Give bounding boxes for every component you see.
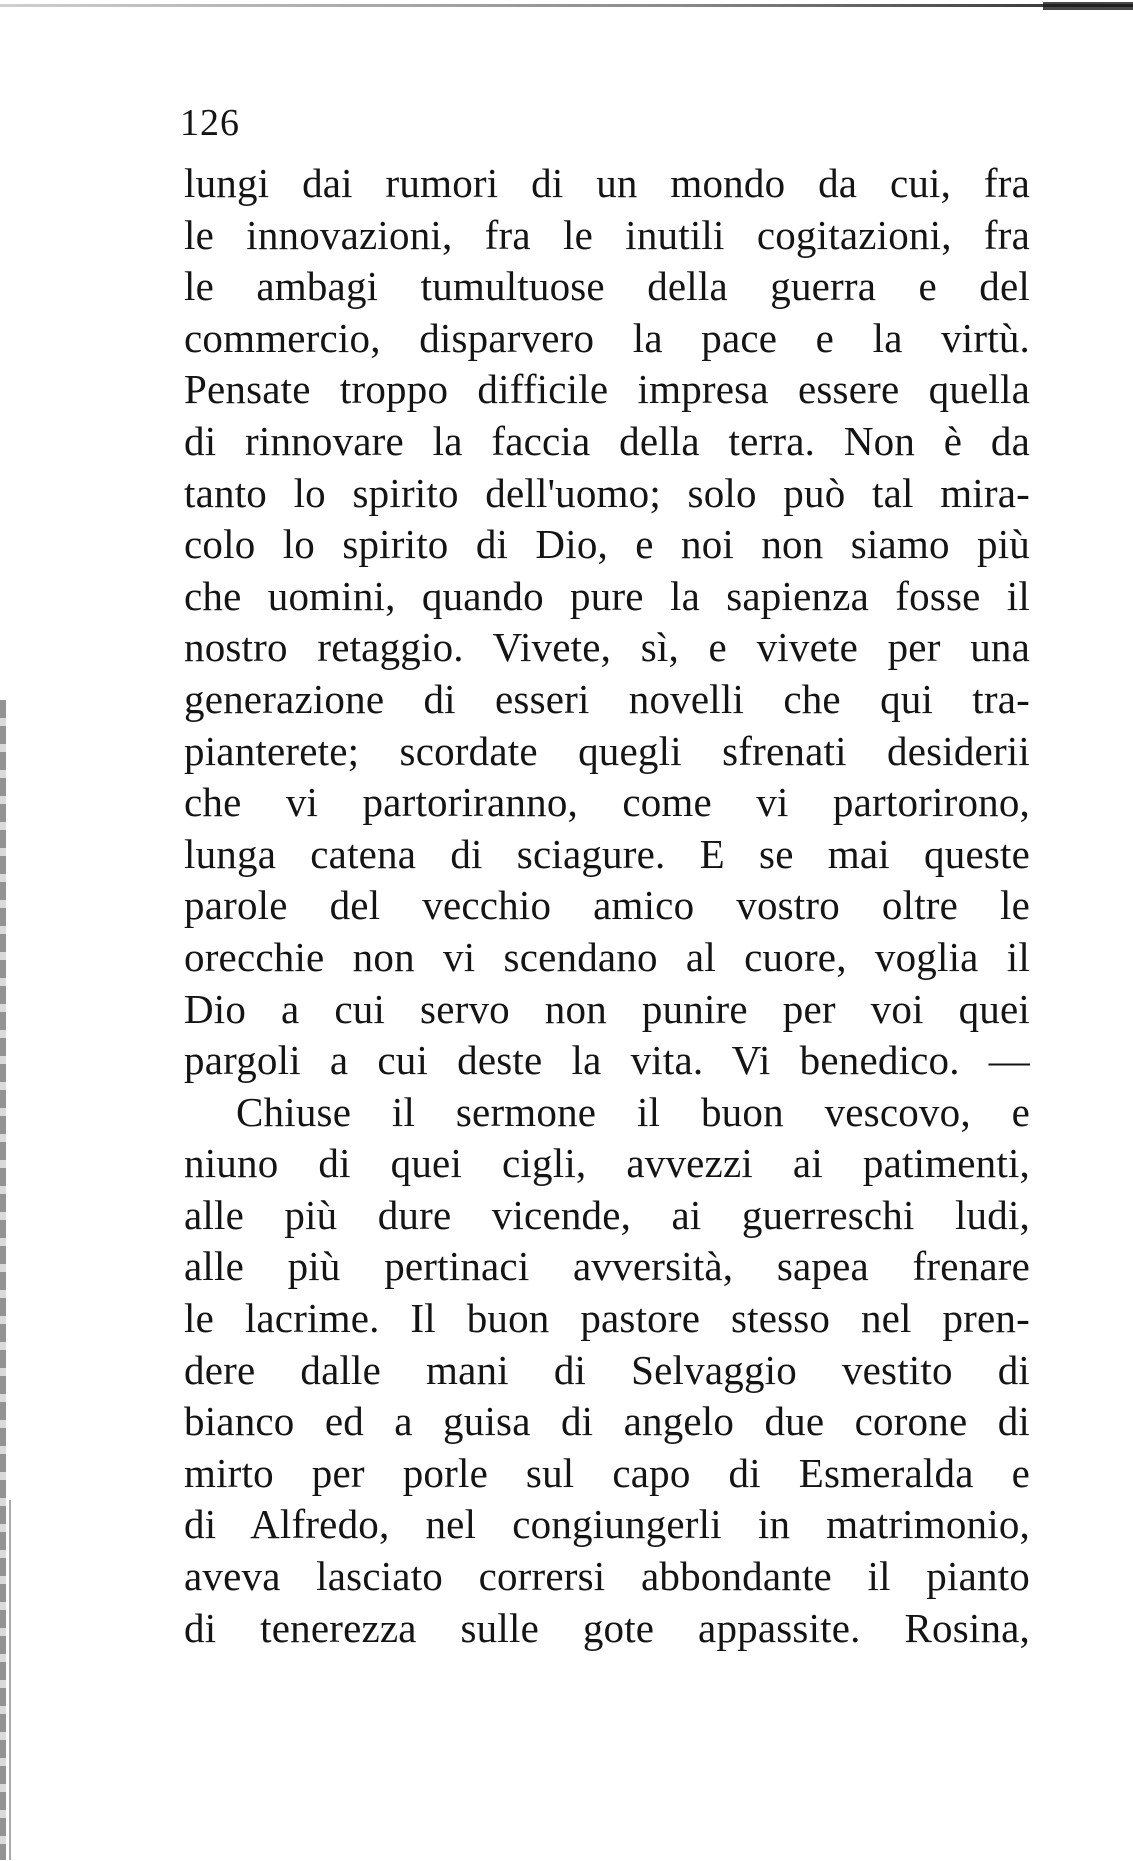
page-number: 126 [180,102,240,144]
text-line: di rinnovare la faccia della terra. Non è da [184,417,1030,464]
text-line: pargoli a cui deste la vita. Vi benedico. — [184,1037,1030,1084]
text-line-paragraph-start: Chiuse il sermone il buon vescovo, e [236,1088,1030,1135]
text-line: Dio a cui servo non punire per voi quei [184,985,1030,1032]
text-line: pianterete; scordate quegli sfrenati desiderii [184,727,1030,774]
text-line: che vi partoriranno, come vi partorirono, [184,779,1030,826]
top-edge-shadow [1043,2,1133,10]
text-line: tanto lo spirito dell'uomo; solo può tal mira- [184,469,1030,516]
text-line: che uomini, quando pure la sapienza fosse il [184,572,1030,619]
text-line: colo lo spirito di Dio, e noi non siamo più [184,521,1030,568]
text-line: parole del vecchio amico vostro oltre le [184,882,1030,929]
text-line: commercio, disparvero la pace e la virtù. [184,314,1030,361]
body-text [184,158,1030,1654]
text-line: orecchie non vi scendano al cuore, voglia il [184,933,1030,980]
text-line: di tenerezza sulle gote appassite. Rosina, [184,1604,1030,1651]
text-line: le lacrime. Il buon pastore stesso nel pren- [184,1295,1030,1342]
text-line: di Alfredo, nel congiungerli in matrimonio, [184,1501,1030,1548]
text-line: nostro retaggio. Vivete, sì, e vivete per una [184,624,1030,671]
text-line: aveva lasciato corrersi abbondante il pianto [184,1553,1030,1600]
text-line: Pensate troppo difficile impresa essere quella [184,366,1030,413]
text-line: le ambagi tumultuose della guerra e del [184,263,1030,310]
text-line: alle più pertinaci avversità, sapea frenare [184,1243,1030,1290]
text-line: lunga catena di sciagure. E se mai queste [184,830,1030,877]
text-line: generazione di esseri novelli che qui tra- [184,675,1030,722]
text-line: bianco ed a guisa di angelo due corone di [184,1398,1030,1445]
text-line: dere dalle mani di Selvaggio vestito di [184,1346,1030,1393]
text-line: mirto per porle sul capo di Esmeralda e [184,1449,1030,1496]
text-line: le innovazioni, fra le inutili cogitazioni, fra [184,211,1030,258]
text-line: lungi dai rumori di un mondo da cui, fra [184,160,1030,206]
text-line: alle più dure vicende, ai guerreschi ludi, [184,1191,1030,1238]
text-line: niuno di quei cigli, avvezzi ai patimenti, [184,1140,1030,1187]
top-edge-rule [0,4,1133,7]
left-binding-edge [0,700,6,1860]
left-binding-edge-inner [9,1500,11,1860]
